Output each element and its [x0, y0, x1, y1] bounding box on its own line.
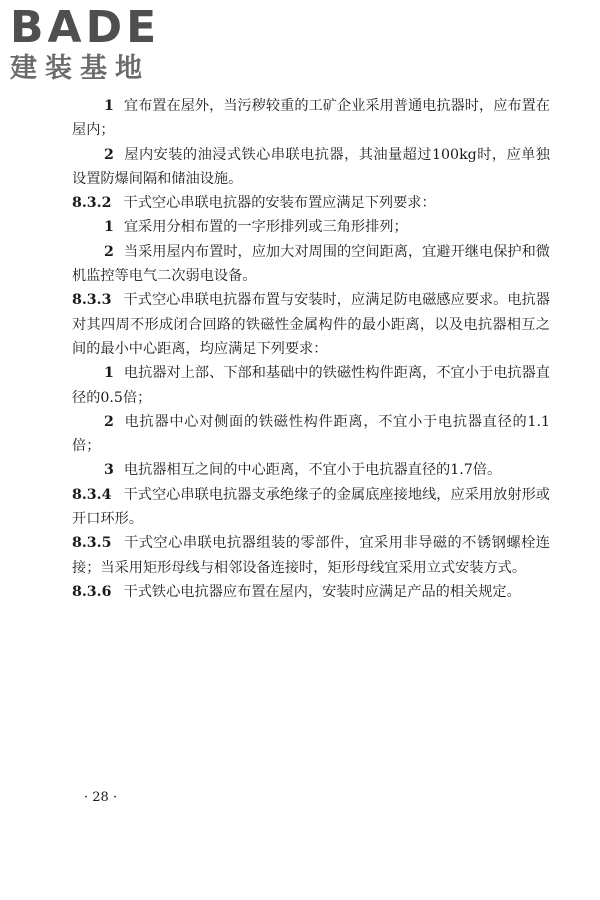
- clause-text: 干式空心串联电抗器的安装布置应满足下列要求：: [123, 195, 436, 212]
- item-text: 当采用屋内布置时，应加大对周围的空间距离，宜避开继电保护和微机监控等电气二次弱电设备。: [72, 243, 550, 285]
- list-item: [72, 458, 550, 482]
- logo-wordmark: BADE: [10, 2, 161, 53]
- item-text: 屋内安装的油浸式铁心串联电抗器，其油量超过100kg时，应单独设置防爆间隔和储油设施。: [72, 146, 550, 187]
- clause-text: 干式空心串联电抗器支承绝缘子的金属底座接地线，应采用放射形或开口环形。: [72, 486, 550, 528]
- item-text: 电抗器对上部、下部和基础中的铁磁性构件距离，不宜小于电抗器直径的0.5倍；: [72, 365, 550, 406]
- clause-8-3-5: [72, 531, 550, 580]
- clause-number: 8.3.4: [72, 486, 112, 503]
- brand-logo: [6, 4, 176, 86]
- clause-number: 8.3.5: [72, 535, 112, 552]
- document-body: [72, 94, 550, 604]
- list-item: [72, 143, 550, 192]
- clause-8-3-3: [72, 288, 550, 361]
- list-item: [72, 94, 550, 143]
- item-number: 1: [104, 98, 114, 114]
- item-number: 2: [104, 146, 114, 163]
- clause-number: 8.3.3: [72, 292, 112, 309]
- logo-subtitle: 建装基地: [10, 53, 150, 84]
- item-text: 电抗器中心对侧面的铁磁性构件距离，不宜小于电抗器直径的1.1倍；: [72, 413, 550, 455]
- list-item: [72, 410, 550, 459]
- clause-text: 干式空心串联电抗器组装的零部件，宜采用非导磁的不锈钢螺栓连接；当采用矩形母线与相邻设备连接时，矩形母线宜采用立式安装方式。: [72, 535, 550, 576]
- clause-8-3-6: [72, 580, 550, 604]
- clause-text: 干式铁心电抗器应布置在屋内，安装时应满足产品的相关规定。: [123, 583, 521, 600]
- list-item: [72, 240, 550, 289]
- clause-text: 干式空心串联电抗器布置与安装时，应满足防电磁感应要求。电抗器对其四周不形成闭合回路的铁磁性金属构件的最小距离，以及电抗器相互之间的最小中心距离，均应满足下列要求：: [72, 292, 550, 357]
- item-text: 宜布置在屋外，当污秽较重的工矿企业采用普通电抗器时，应布置在屋内；: [72, 98, 550, 139]
- item-text: 宜采用分相布置的一字形排列或三角形排列；: [123, 219, 408, 236]
- clause-number: 8.3.6: [72, 583, 112, 600]
- list-item: [72, 361, 550, 410]
- clause-8-3-2: [72, 191, 550, 215]
- item-number: 1: [104, 219, 114, 236]
- item-number: 1: [104, 365, 114, 382]
- item-number: 2: [104, 413, 114, 430]
- item-text: 电抗器相互之间的中心距离，不宜小于电抗器直径的1.7倍。: [123, 462, 502, 479]
- item-number: 3: [104, 462, 114, 479]
- clause-8-3-4: [72, 483, 550, 532]
- clause-number: 8.3.2: [72, 195, 112, 212]
- list-item: [72, 215, 550, 239]
- page-number: · 28 ·: [84, 790, 118, 805]
- item-number: 2: [104, 243, 114, 260]
